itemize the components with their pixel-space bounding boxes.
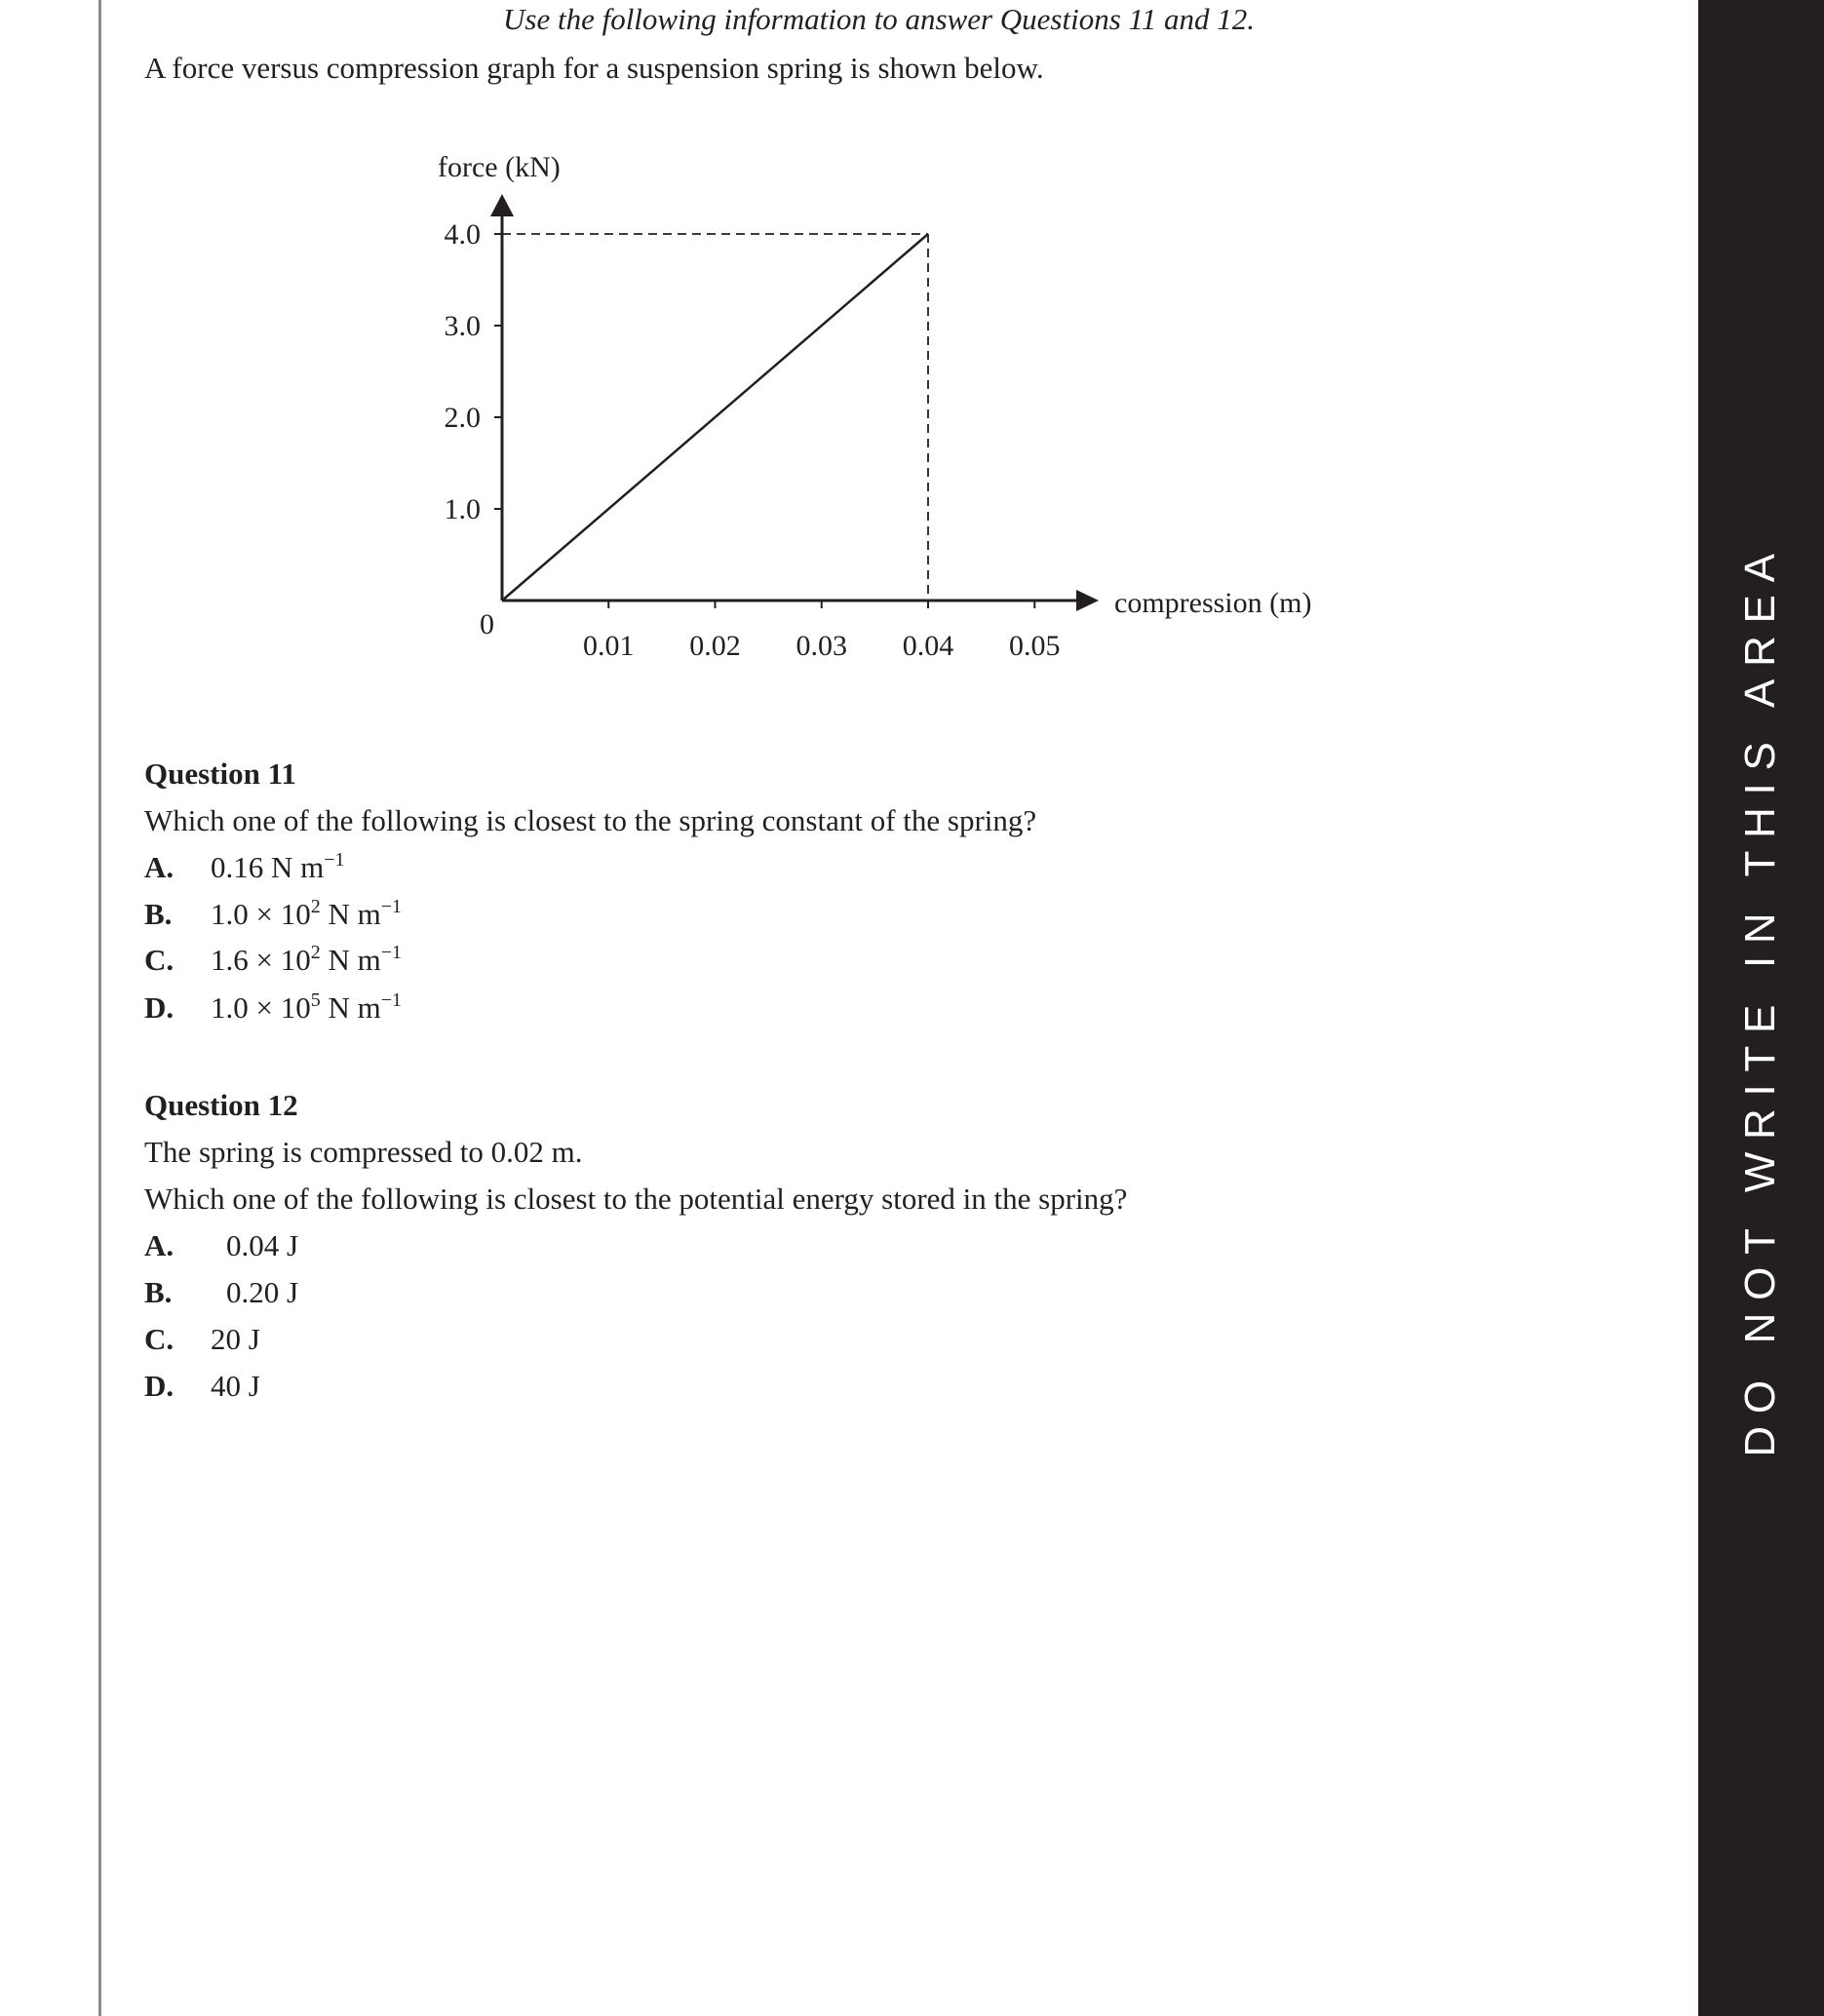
option-value: 0.04 J [226, 1228, 299, 1262]
question-11-title: Question 11 [144, 756, 296, 791]
x-tick-label: 0.01 [583, 630, 635, 662]
option-letter: C. [144, 1322, 175, 1356]
q11-option-d [144, 989, 403, 1026]
q12-option-c [144, 1322, 260, 1357]
option-value: $1.0 \times 10^5$ N $m^{-1}$ [211, 989, 403, 1025]
y-tick-label: 4.0 [444, 218, 481, 251]
option-letter: B. [144, 1275, 173, 1309]
option-letter: D. [144, 990, 175, 1025]
question-11-text: Which one of the following is closest to the spring constant of the spring? [144, 803, 1037, 837]
force-compression-chart [0, 0, 1365, 682]
question-12-text-1: The spring is compressed to 0.02 m. [144, 1135, 583, 1169]
option-value: 0.20 J [226, 1275, 299, 1309]
q11-option-c [144, 942, 403, 978]
option-value: 40 J [211, 1369, 260, 1403]
x-axis-arrowhead [1076, 590, 1099, 611]
y-axis-label: force (kN) [438, 151, 561, 183]
q12-option-b [144, 1275, 299, 1310]
question-12-title: Question 12 [144, 1088, 298, 1122]
q12-option-d [144, 1369, 260, 1404]
x-tick-label: 0.05 [1009, 630, 1061, 662]
option-letter: B. [144, 897, 173, 931]
option-letter: C. [144, 943, 175, 977]
x-tick-label: 0.02 [689, 630, 741, 662]
y-tick-label: 3.0 [444, 310, 481, 342]
x-ticks [583, 601, 1061, 662]
option-letter: A. [144, 850, 175, 884]
y-tick-label: 1.0 [444, 493, 481, 525]
x-axis-label: compression (m) [1114, 587, 1312, 619]
option-value: $1.6 \times 10^2$ N $m^{-1}$ [211, 942, 403, 977]
question-12-text-2: Which one of the following is closest to the potential energy stored in the spring? [144, 1182, 1128, 1216]
option-value: 0.16 N $m^{-1}$ [211, 849, 345, 884]
q11-option-b [144, 896, 403, 932]
q12-option-a [144, 1228, 299, 1263]
option-value: 20 J [211, 1322, 260, 1356]
option-letter: A. [144, 1228, 175, 1262]
y-axis-arrowhead [490, 194, 514, 216]
x-tick-label: 0.04 [902, 630, 954, 662]
do-not-write-label: DO NOT WRITE IN THIS AREA [1736, 541, 1784, 1457]
force-compression-line [502, 234, 928, 601]
instruction-text: Use the following information to answer Questions 11 and 12. [503, 2, 1255, 36]
option-letter: D. [144, 1369, 175, 1403]
q11-option-a [144, 849, 345, 885]
intro-text: A force versus compression graph for a suspension spring is shown below. [144, 51, 1044, 85]
origin-label: 0 [480, 608, 494, 640]
x-tick-label: 0.03 [796, 630, 847, 662]
option-value: $1.0 \times 10^2$ N $m^{-1}$ [211, 896, 403, 931]
y-ticks [445, 218, 503, 525]
y-tick-label: 2.0 [444, 402, 481, 434]
